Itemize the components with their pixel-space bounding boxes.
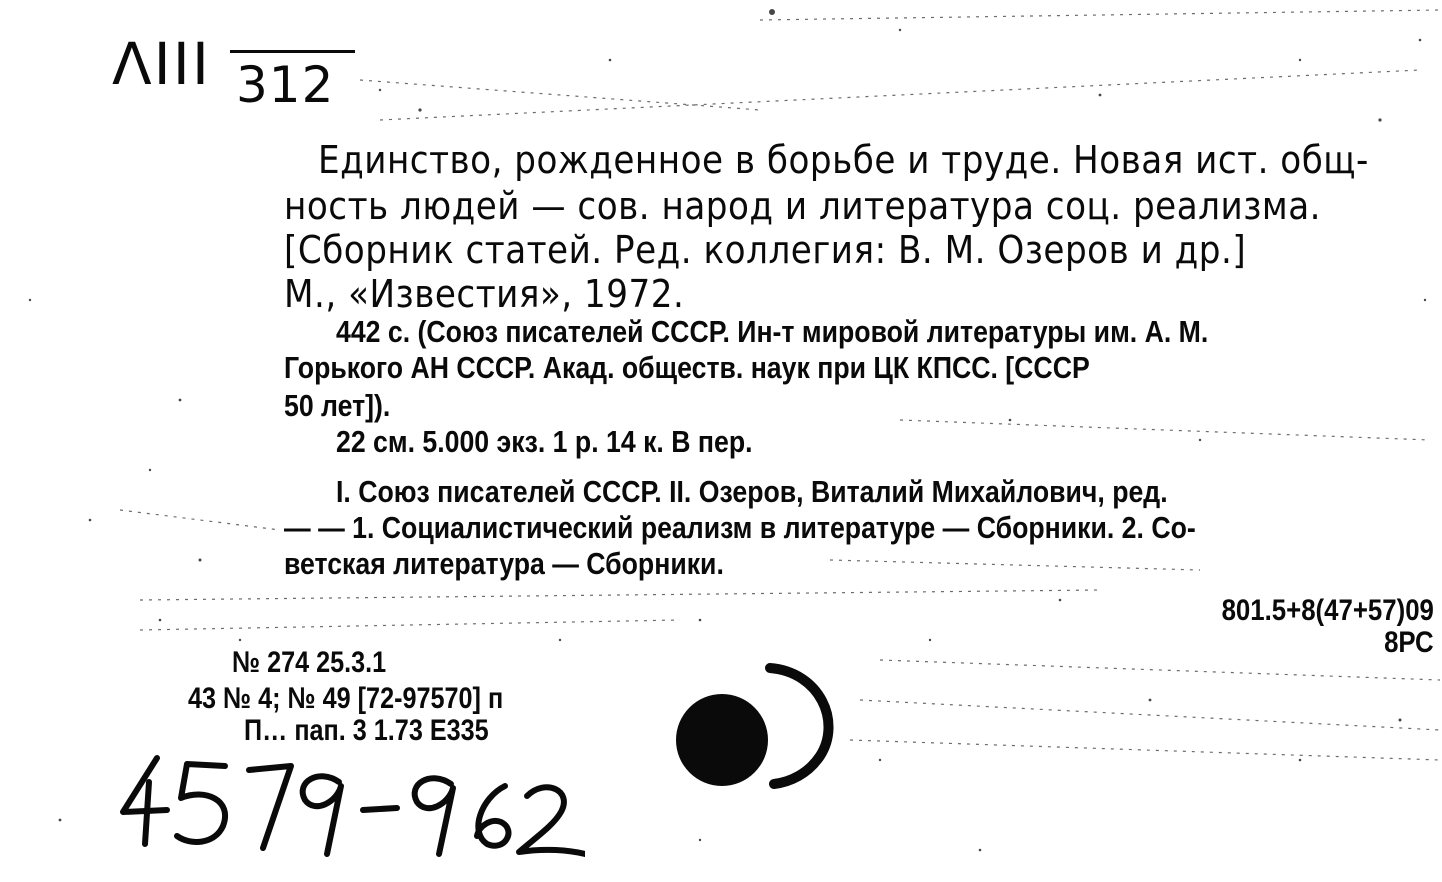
shelfmark-divider — [230, 50, 355, 53]
description-line-3: [Сборник статей. Ред. коллегия: В. М. Озеров и др.] — [284, 228, 1247, 272]
imprint-line-2: 43 № 4; № 49 [72-97570] п — [188, 682, 504, 715]
series-line-3: 50 лет]). — [284, 388, 391, 423]
physical-description: 22 см. 5.000 экз. 1 р. 14 к. В пер. — [336, 424, 753, 459]
tracing-line-3: ветская литература — Сборники. — [284, 546, 724, 581]
series-line-2: Горького АН СССР. Акад. обществ. наук при ЦК КПСС. [СССР — [284, 350, 1090, 385]
description-line-1: Единство, рожденное в борьбе и труде. Новая ист. общ- — [318, 138, 1369, 182]
shelfmark-number: 312 — [236, 56, 335, 114]
description-line-2: ность людей — сов. народ и литература соц. реализма. — [284, 184, 1322, 228]
tracing-line-2: — — 1. Социалистический реализм в литературе — Сборники. 2. Со- — [284, 510, 1196, 545]
punch-hole-mark — [670, 660, 840, 790]
classification-marker: 8РС — [1384, 626, 1434, 659]
imprint-line-1: № 274 25.3.1 — [232, 646, 387, 679]
classification-code: 801.5+8(47+57)09 — [1221, 594, 1434, 627]
shelfmark-prefix: ΛIII — [112, 30, 211, 98]
description-line-4: М., «Известия», 1972. — [284, 272, 685, 316]
accession-number-handwriting — [115, 752, 585, 862]
series-line-1: 442 с. (Союз писателей СССР. Ин-т мировой литературы им. А. М. — [336, 314, 1209, 349]
imprint-line-3: П… пап. 3 1.73 Е335 — [244, 714, 489, 747]
tracing-line-1: I. Союз писателей СССР. II. Озеров, Виталий Михайлович, ред. — [336, 474, 1168, 509]
